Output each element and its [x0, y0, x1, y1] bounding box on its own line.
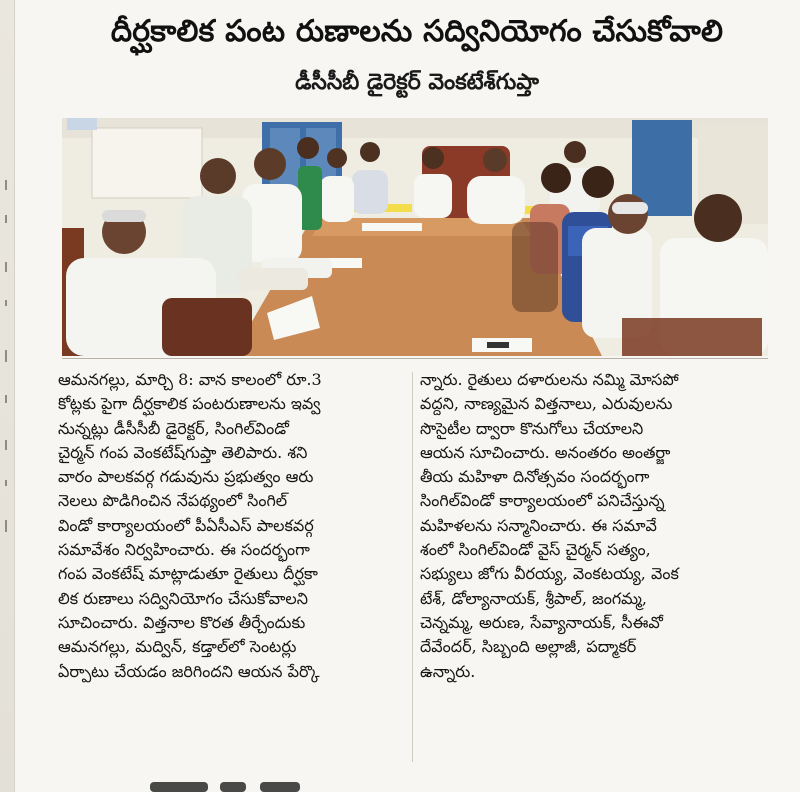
news-article — [58, 0, 776, 792]
body-line: దేవేందర్, సిబ్బంది అల్లాజీ, పద్మాకర్ — [420, 637, 637, 657]
body-line: టేశ్, డోల్యానాయక్, శ్రీపాల్, జంగమ్మ, — [420, 588, 647, 608]
body-line: వారం పాలకవర్గ గడువును ప్రభుత్వం ఆరు — [58, 467, 314, 487]
body-line: కోట్లకు పైగా దీర్ఘకాలిక పంటరుణాలను ఇవ్వ — [58, 394, 321, 414]
subheadline: డీసీసీబీ డైరెక్టర్ వెంకటేశ్‌గుప్తా — [295, 70, 539, 95]
body-line: ఆయన సూచించారు. అనంతరం అంతర్జా — [420, 442, 671, 462]
body-line: ఆమనగల్లు, మద్విన్, కడ్తాల్‌లో సెంటర్లు — [58, 637, 297, 657]
body-line: చైర్మన్ గంప వెంకటేష్‌గుప్తా తెలిపారు. శని — [58, 442, 308, 462]
photo-caption-rule — [62, 358, 768, 359]
body-line: శంలో సింగిల్‌విండో వైస్ చైర్మన్ సత్యం, — [420, 540, 651, 560]
body-line: సొసైటీల ద్వారా కొనుగోలు చేయాలని — [420, 418, 644, 438]
column-divider — [412, 372, 413, 762]
body-line: తీయ మహిళా దినోత్సవం సందర్భంగా — [420, 467, 650, 487]
body-line: సూచించారు. విత్తనాల కొరత తీర్చేందుకు — [58, 612, 306, 632]
page-edge-strip — [0, 0, 15, 792]
next-article-cutoff — [0, 776, 800, 792]
body-line: ఆమనగల్లు, మార్చి 8: వాన కాలంలో రూ.3 — [58, 370, 322, 389]
article-body-left-column — [58, 368, 404, 684]
headline: దీర్ఘకాలిక పంట రుణాలను సద్వినియోగం చేసుకోవాలి — [110, 14, 724, 49]
body-line: న్నారు. రైతులు దళారులను నమ్మి మోసపో — [420, 370, 679, 389]
body-line: సింగిల్‌విండో కార్యాలయంలో పనిచేస్తున్న — [420, 491, 665, 511]
body-line: చెన్నమ్మ, అరుణ, సేవ్యానాయక్, సీఈవో — [420, 612, 663, 632]
article-body-right-column — [420, 368, 766, 684]
body-line: నెలలు పొడిగించిన నేపథ్యంలో సింగిల్ — [58, 491, 288, 511]
meeting-photo — [62, 118, 768, 356]
body-line: లిక రుణాలు సద్వినియోగం చేసుకోవాలని — [58, 588, 309, 608]
body-line: గంప వెంకటేష్ మాట్లాడుతూ రైతులు దీర్ఘకా — [58, 564, 318, 584]
body-line: వద్దని, నాణ్యమైన విత్తనాలు, ఎరువులను — [420, 394, 673, 414]
body-line: సభ్యులు జోగు వీరయ్య, వెంకటయ్య, వెంక — [420, 564, 679, 584]
meeting-photo-illustration — [62, 118, 768, 356]
body-line: విండో కార్యాలయంలో పీఏసీఎస్ పాలకవర్గ — [58, 515, 314, 535]
body-line: ఉన్నారు. — [420, 661, 476, 681]
body-line: సమావేశం నిర్వహించారు. ఈ సందర్భంగా — [58, 540, 310, 560]
body-line: మహిళలను సన్మానించారు. ఈ సమావే — [420, 515, 657, 535]
body-line: నున్నట్లు డీసీసీబీ డైరెక్టర్, సింగిల్‌విండో — [58, 418, 289, 438]
body-line: ఏర్పాటు చేయడం జరిగిందని ఆయన పేర్కొ — [58, 661, 320, 681]
